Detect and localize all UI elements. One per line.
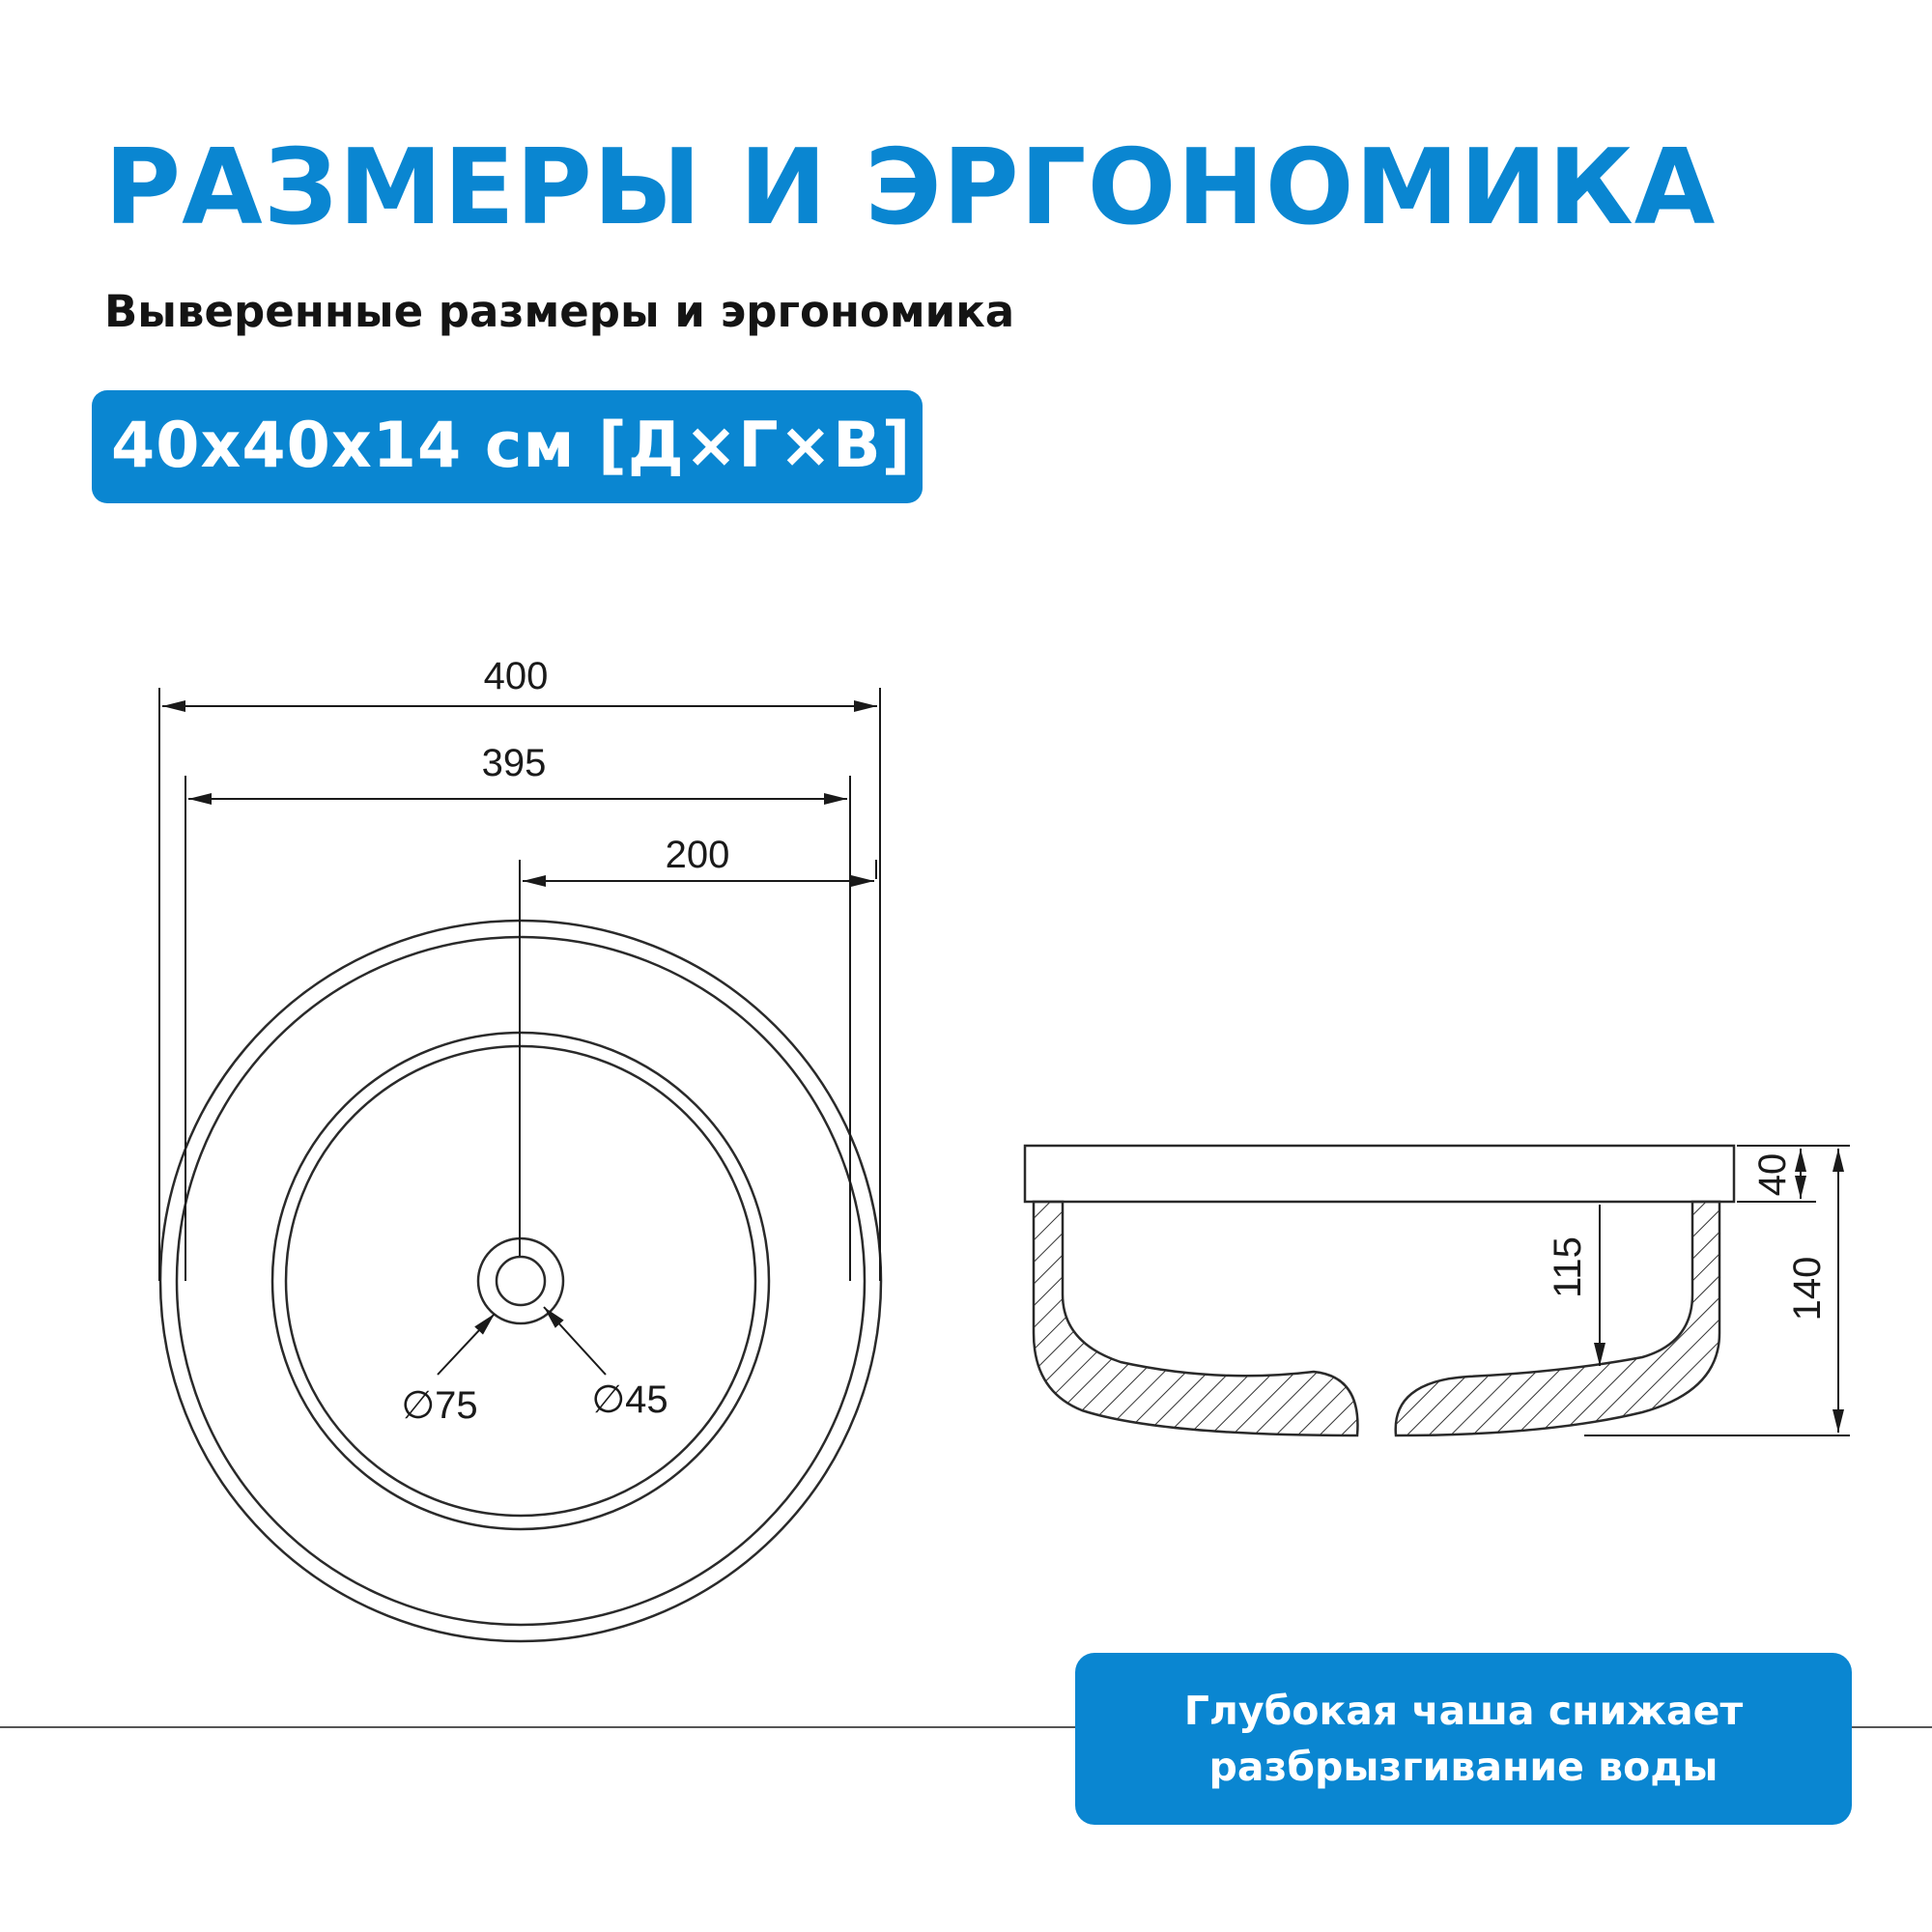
rim-slab [1025, 1146, 1734, 1202]
dim-400-label: 400 [483, 655, 549, 697]
dim-200-label: 200 [665, 834, 730, 876]
callout-line-1: Глубокая чаша снижает [1183, 1688, 1744, 1734]
dim-115-label: 115 [1547, 1236, 1589, 1298]
dim-40-label: 40 [1751, 1152, 1794, 1197]
top-view-dimensions [159, 688, 880, 1375]
leader-45 [544, 1307, 606, 1375]
info-callout [1075, 1653, 1852, 1825]
dimensions-badge-text: 40x40x14 см [Д×Г×В] [111, 410, 912, 482]
page-title: РАЗМЕРЫ И ЭРГОНОМИКА [104, 128, 1717, 248]
page-subtitle: Выверенные размеры и эргономика [104, 286, 1015, 337]
drain-45-label: ∅45 [591, 1378, 668, 1421]
side-view [1025, 1146, 1734, 1435]
dim-140-label: 140 [1786, 1256, 1829, 1321]
dim-395-label: 395 [481, 742, 547, 784]
callout-line-2: разбрызгивание воды [1208, 1744, 1719, 1790]
drain-inner-circle [497, 1257, 545, 1305]
left-wall-section [1034, 1202, 1357, 1435]
drain-75-label: ∅75 [401, 1384, 478, 1427]
leader-75 [438, 1314, 495, 1375]
